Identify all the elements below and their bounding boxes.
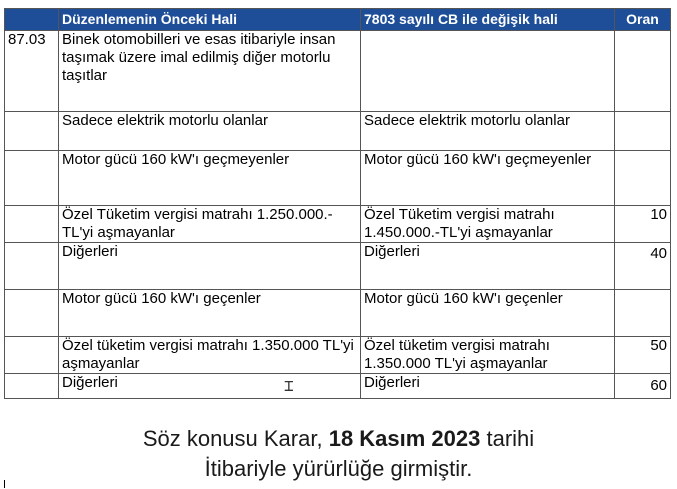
cell-amended [361, 31, 615, 112]
table-row [5, 31, 671, 112]
cell-rate [615, 290, 671, 337]
comparison-table-wrapper [4, 8, 670, 399]
cell-previous: Diğerleri [59, 243, 361, 290]
cell-previous: Diğerleri [59, 374, 361, 399]
table-header-row [5, 9, 671, 31]
cell-amended: Özel tüketim vergisi matrahı 1.350.000 TL'yi aşmayanlar [361, 337, 615, 374]
cell-previous: Binek otomobilleri ve esas itibariyle insan taşımak üzere imal edilmiş diğer motorlu taşıtlar [59, 31, 361, 112]
table-row [5, 290, 671, 337]
table-row [5, 151, 671, 206]
cell-rate: 40 [615, 243, 671, 290]
cell-rate [615, 31, 671, 112]
table-row [5, 337, 671, 374]
cell-amended: Diğerleri [361, 243, 615, 290]
comparison-table [4, 8, 671, 399]
cell-code [5, 206, 59, 243]
header-amended: 7803 sayılı CB ile değişik hali [361, 9, 615, 31]
footer-note [0, 424, 677, 484]
cell-rate [615, 112, 671, 151]
footer-line-2: İtibariyle yürürlüğe girmiştir. [204, 456, 473, 481]
cell-previous: Motor gücü 160 kW'ı geçenler [59, 290, 361, 337]
table-row [5, 112, 671, 151]
cell-rate: 60 [615, 374, 671, 399]
cell-code [5, 290, 59, 337]
edge-tick [4, 480, 5, 488]
cell-code [5, 337, 59, 374]
cell-code: 87.03 [5, 31, 59, 112]
cell-previous: Özel Tüketim vergisi matrahı 1.250.000.-TL'yi aşmayanlar [59, 206, 361, 243]
footer-suffix: tarihi [480, 426, 535, 451]
cell-code [5, 243, 59, 290]
cell-code [5, 112, 59, 151]
cell-amended: Özel Tüketim vergisi matrahı 1.450.000.-TL'yi aşmayanlar [361, 206, 615, 243]
cell-previous: Motor gücü 160 kW'ı geçmeyenler [59, 151, 361, 206]
cell-amended: Sadece elektrik motorlu olanlar [361, 112, 615, 151]
table-row [5, 243, 671, 290]
cell-previous: Sadece elektrik motorlu olanlar [59, 112, 361, 151]
cell-code [5, 374, 59, 399]
cell-rate [615, 151, 671, 206]
text-cursor-icon: ⌶ [284, 376, 294, 395]
cell-amended: Diğerleri [361, 374, 615, 399]
cell-amended: Motor gücü 160 kW'ı geçmeyenler [361, 151, 615, 206]
footer-prefix: Söz konusu Karar, [142, 426, 329, 451]
table-row [5, 374, 671, 399]
cell-rate: 50 [615, 337, 671, 374]
header-rate: Oran [615, 9, 671, 31]
header-code [5, 9, 59, 31]
cell-code [5, 151, 59, 206]
cell-amended: Motor gücü 160 kW'ı geçenler [361, 290, 615, 337]
table-row [5, 206, 671, 243]
cell-rate: 10 [615, 206, 671, 243]
cell-previous: Özel tüketim vergisi matrahı 1.350.000 TL'yi aşmayanlar [59, 337, 361, 374]
footer-date: 18 Kasım 2023 [328, 426, 481, 451]
footer-line-1 [0, 424, 677, 454]
header-previous: Düzenlemenin Önceki Hali [59, 9, 361, 31]
